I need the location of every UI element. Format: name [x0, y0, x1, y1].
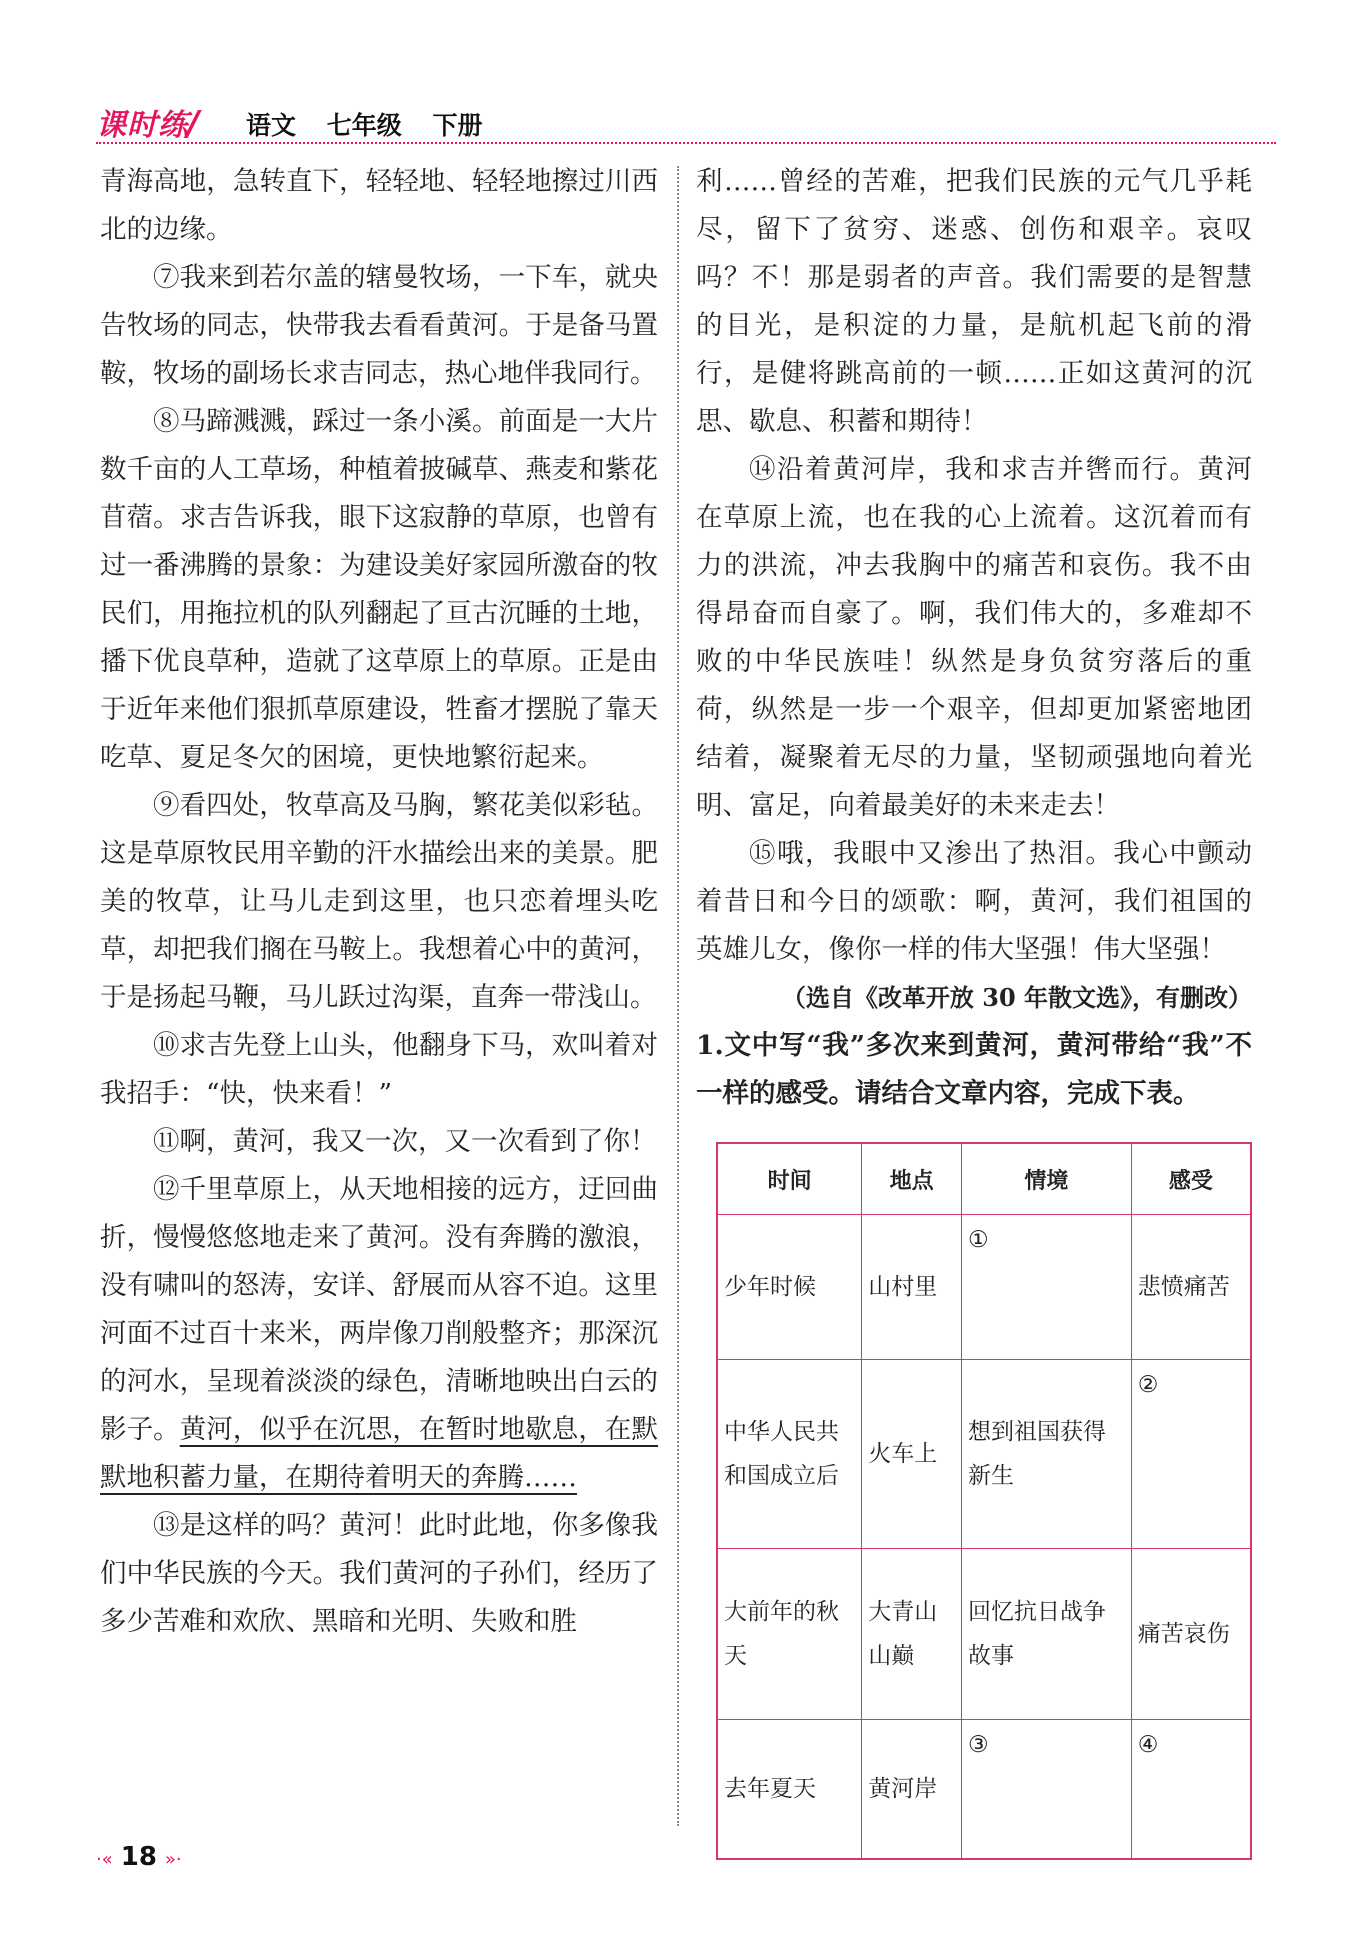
page-header — [96, 96, 1276, 146]
left-ornament-icon: ·« — [96, 1849, 113, 1870]
left-column — [100, 158, 658, 1646]
source-citation: （选自《改革开放 30 年散文选》，有删改） — [781, 983, 1252, 1012]
right-ornament-icon: »· — [164, 1849, 182, 1870]
cell-scene-blank[interactable]: ③ — [962, 1720, 1132, 1860]
cell-feeling-blank[interactable]: ② — [1131, 1360, 1251, 1549]
cell-scene: 回忆抗日战争故事 — [962, 1549, 1132, 1720]
paragraph-12-text: ⑫千里草原上，从天地相接的远方，迂回曲折，慢慢悠悠地走来了黄河。没有奔腾的激浪，没有啸叫的怒涛，安详、舒展而从容不迫。这里河面不过百十来米，两岸像刀削般整齐；那深沉的河水，呈现着淡淡的绿色，清晰地映出白云的影子。 — [100, 1174, 658, 1445]
paragraph-9: ⑨看四处，牧草高及马胸，繁花美似彩毡。这是草原牧民用辛勤的汗水描绘出来的美景。肥美的牧草，让马儿走到这里，也只恋着埋头吃草，却把我们搁在马鞍上。我想着心中的黄河，于是扬起马鞭，马儿跃过沟渠，直奔一带浅山。 — [100, 790, 658, 1013]
right-column — [696, 158, 1252, 1118]
cell-place: 山村里 — [862, 1215, 962, 1360]
cell-place: 火车上 — [862, 1360, 962, 1549]
header-time: 时间 — [717, 1143, 862, 1215]
cell-scene-blank[interactable]: ① — [962, 1215, 1132, 1360]
subject: 语文 — [246, 111, 297, 140]
underlined-sentence: 黄河，似乎在沉思，在暂时地歇息，在默默地积蓄力量，在期待着明天的奔腾…… — [100, 1414, 659, 1493]
grade: 七年级 — [326, 111, 402, 140]
question-text: 文中写“我”多次来到黄河，黄河带给“我”不一样的感受。请结合文章内容，完成下表。 — [696, 1030, 1252, 1109]
paragraph-13-cont: 利……曾经的苦难，把我们民族的元气几乎耗尽，留下了贫穷、迷惑、创伤和艰辛。哀叹吗？不！那是弱者的声音。我们需要的是智慧的目光，是积淀的力量，是航机起飞前的滑行，是健将跳高前的一顿……正如这黄河的沉思、歇息、积蓄和期待！ — [696, 166, 1252, 437]
paragraph-10: ⑩求吉先登上山头，他翻身下马，欢叫着对我招手：“快，快来看！” — [100, 1030, 658, 1109]
paragraph-11: ⑪啊，黄河，我又一次，又一次看到了你！ — [153, 1126, 657, 1157]
answer-table — [716, 1142, 1252, 1860]
paragraph-6-end: 青海高地，急转直下，轻轻地、轻轻地擦过川西北的边缘。 — [100, 166, 658, 245]
header-scene: 情境 — [962, 1143, 1132, 1215]
cell-feeling-blank[interactable]: ④ — [1131, 1720, 1251, 1860]
table-row — [717, 1215, 1251, 1360]
cell-feeling: 痛苦哀伤 — [1131, 1549, 1251, 1720]
paragraph-15: ⑮哦，我眼中又渗出了热泪。我心中颤动着昔日和今日的颂歌：啊，黄河，我们祖国的英雄儿女，像你一样的伟大坚强！伟大坚强！ — [696, 838, 1252, 965]
header-divider — [96, 142, 1276, 144]
page-number-value: 18 — [120, 1842, 157, 1872]
paragraph-7: ⑦我来到若尔盖的辖曼牧场，一下车，就央告牧场的同志，快带我去看看黄河。于是备马置鞍，牧场的副场长求吉同志，热心地伴我同行。 — [100, 262, 658, 389]
question-1 — [696, 1022, 1252, 1118]
table-row — [717, 1720, 1251, 1860]
cell-time: 少年时候 — [717, 1215, 862, 1360]
brand-logo: 课时练/ — [96, 104, 201, 144]
table-row — [717, 1549, 1251, 1720]
question-number: 1. — [696, 1030, 724, 1061]
page-number — [96, 1842, 182, 1872]
table-row — [717, 1360, 1251, 1549]
volume: 下册 — [432, 111, 483, 140]
cell-place: 黄河岸 — [862, 1720, 962, 1860]
column-divider — [677, 166, 679, 1826]
cell-place: 大青山山巅 — [862, 1549, 962, 1720]
paragraph-8: ⑧马蹄溅溅，踩过一条小溪。前面是一大片数千亩的人工草场，种植着披碱草、燕麦和紫花苜蓿。求吉告诉我，眼下这寂静的草原，也曾有过一番沸腾的景象：为建设美好家园所激奋的牧民们，用拖拉机的队列翻起了亘古沉睡的土地，播下优良草种，造就了这草原上的草原。正是由于近年来他们狠抓草原建设，牲畜才摆脱了靠天吃草、夏足冬欠的困境，更快地繁衍起来。 — [100, 406, 658, 773]
table-header-row — [717, 1143, 1251, 1215]
cell-time: 中华人民共和国成立后 — [717, 1360, 862, 1549]
book-info — [246, 106, 504, 142]
header-feeling: 感受 — [1131, 1143, 1251, 1215]
paragraph-13: ⑬是这样的吗？黄河！此时此地，你多像我们中华民族的今天。我们黄河的子孙们，经历了多少苦难和欢欣、黑暗和光明、失败和胜 — [100, 1510, 658, 1637]
cell-time: 大前年的秋天 — [717, 1549, 862, 1720]
cell-scene: 想到祖国获得新生 — [962, 1360, 1132, 1549]
cell-time: 去年夏天 — [717, 1720, 862, 1860]
cell-feeling: 悲愤痛苦 — [1131, 1215, 1251, 1360]
paragraph-14: ⑭沿着黄河岸，我和求吉并辔而行。黄河在草原上流，也在我的心上流着。这沉着而有力的洪流，冲去我胸中的痛苦和哀伤。我不由得昂奋而自豪了。啊，我们伟大的，多难却不败的中华民族哇！纵然是身负贫穷落后的重荷，纵然是一步一个艰辛，但却更加紧密地团结着，凝聚着无尽的力量，坚韧顽强地向着光明、富足，向着最美好的未来走去！ — [696, 454, 1252, 821]
paragraph-12 — [100, 1166, 658, 1502]
header-place: 地点 — [862, 1143, 962, 1215]
